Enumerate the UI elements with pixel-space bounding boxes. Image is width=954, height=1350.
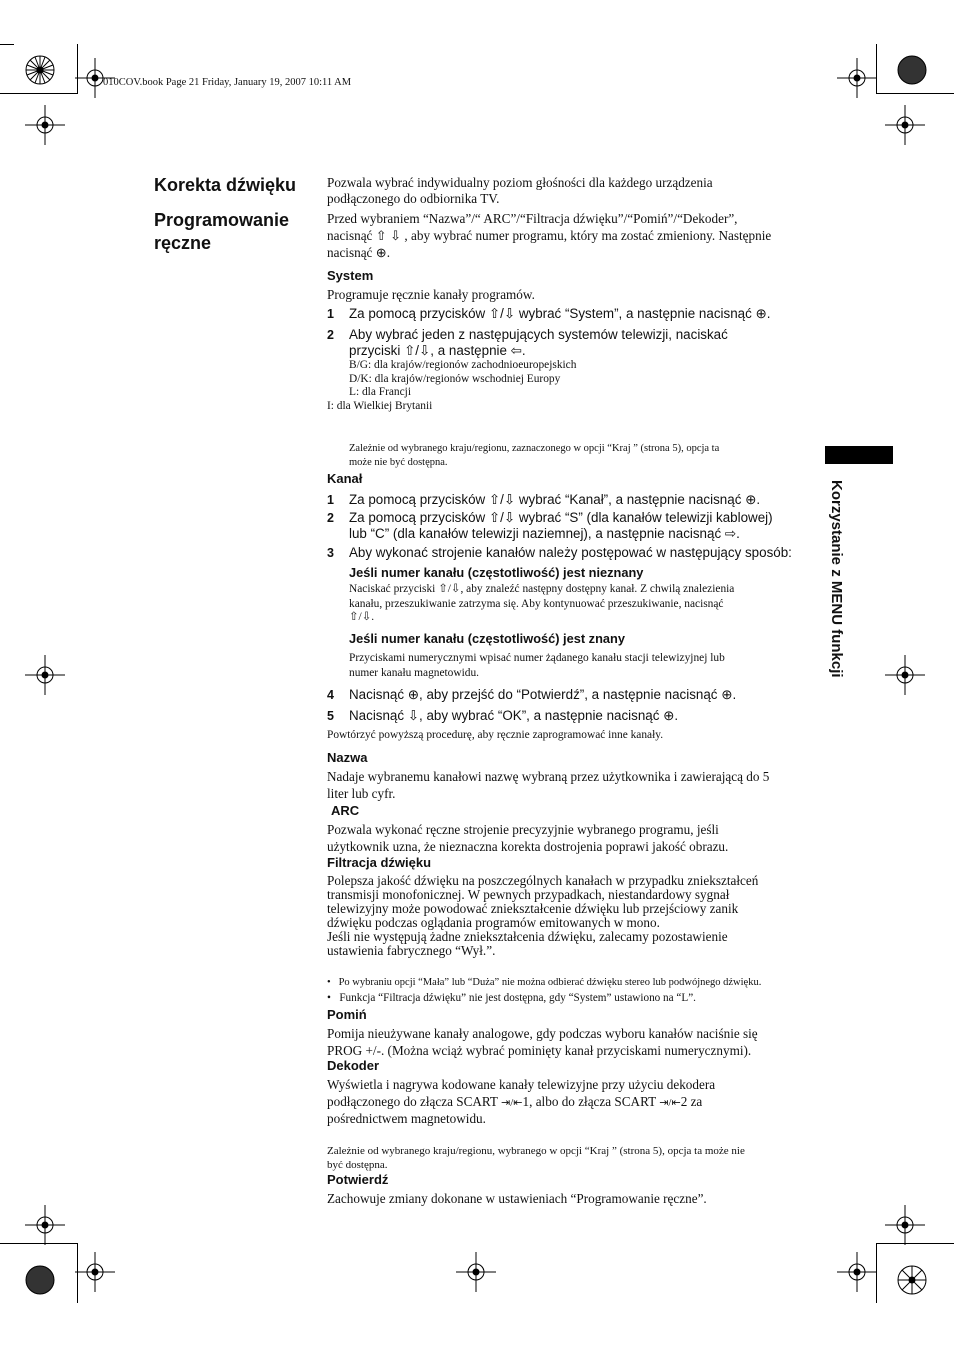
heading-manual-programming-2: ręczne — [154, 233, 212, 253]
system-step2-line2b: , a następnie — [430, 343, 511, 358]
name-line-1: Nadaje wybranemu kanałowi nazwę wybraną przez użytkownika i zawierającą do 5 — [327, 769, 770, 784]
arrow-down-outline-icon: ⇩ — [361, 611, 372, 623]
filter-line-6: ustawienia fabrycznego “Wył.”. — [327, 943, 496, 958]
decoder-note-1: Zależnie od wybranego kraju/regionu, wybranego w opcji “Kraj ” (strona 5), opcja ta może nie — [327, 1145, 745, 1157]
channel-unknown-3: ⇧/⇩. — [349, 611, 375, 623]
channel-unknown-3-text: . — [371, 611, 375, 623]
filter-line-1: Polepsza jakość dźwięku na poszczególnych kanałach w przypadku zniekształceń — [327, 873, 759, 888]
channel-step4b: , aby przejść do “Potwierdź”, a następnie nacisnąć — [419, 687, 722, 702]
arrow-up-outline-icon: ⇧ — [488, 306, 501, 321]
channel-step3-num: 3 — [327, 546, 334, 560]
system-desc: Programuje ręcznie kanały programów. — [327, 287, 535, 302]
filter-bullet-2: • Funkcja “Filtracja dźwięku” nie jest dostępna, gdy “System” ustawiono na “L”. — [327, 992, 696, 1004]
arrow-down-outline-icon: ⇩ — [407, 708, 420, 723]
filter-title: Filtracja dźwięku — [327, 855, 432, 870]
system-step2-num: 2 — [327, 328, 334, 342]
channel-known-2: numer kanału magnetowidu. — [349, 667, 480, 679]
scart-connector-icon: ⇥/⇤ — [501, 1097, 523, 1109]
channel-step5: Nacisnąć ⇩, aby wybrać “OK”, a następnie nacisnąć ⊕. — [349, 708, 679, 723]
decoder-line-2b: 1, albo do złącza SCART — [522, 1094, 660, 1109]
sound-line-1: Pozwala wybrać indywidualny poziom głośności dla każdego urządzenia — [327, 175, 713, 190]
system-option-i: I: dla Wielkiej Brytanii — [327, 400, 433, 412]
file-info-header: 010COV.book Page 21 Friday, January 19, 2007 10:11 AM — [103, 77, 352, 88]
channel-title: Kanał — [327, 471, 363, 486]
heading-sound-correction: Korekta dźwięku — [154, 175, 297, 195]
decoder-line-1: Wyświetla i nagrywa kodowane kanały telewizyjne przy użyciu dekodera — [327, 1077, 716, 1092]
decoder-note-2: być dostępna. — [327, 1159, 388, 1171]
channel-step2-line2-text: lub “C” (dla kanałów telewizji naziemnej), a następnie nacisnąć — [349, 526, 725, 541]
skip-title: Pomiń — [327, 1007, 367, 1022]
side-tab-label: Korzystanie z MENU funkcji — [828, 480, 845, 678]
arrow-down-outline-icon: ⇩ — [419, 343, 431, 358]
manual-intro-2 — [327, 228, 771, 245]
decoder-line-2a: podłączonego do złącza SCART — [327, 1094, 502, 1109]
sound-line-2: podłączonego do odbiornika TV. — [327, 191, 500, 206]
name-title: Nazwa — [327, 750, 368, 765]
channel-step2-line1a: Za pomocą przycisków — [349, 510, 489, 525]
heading-manual-programming-1: Programowanie — [154, 210, 290, 230]
channel-step5a: Nacisnąć — [349, 708, 408, 723]
filter-line-5: Jeśli nie występują żadne zniekształcenia dźwięku, zalecamy pozostawienie — [327, 929, 728, 944]
decoder-line-3: pośrednictwem magnetowidu. — [327, 1111, 486, 1126]
skip-line-2: PROG +/-. (Można wciąż wybrać pominięty kanał przyciskami numerycznymi). — [327, 1043, 752, 1058]
decoder-line-2c: 2 za — [680, 1094, 703, 1109]
system-step2-line2a: przyciski — [349, 343, 405, 358]
decoder-line-2 — [327, 1094, 702, 1112]
scart-connector-icon: ⇥/⇤ — [659, 1097, 681, 1109]
manual-intro-3: nacisnąć ⊕. — [327, 245, 391, 260]
manual-intro-1: Przed wybraniem “Nazwa”/“ ARC”/“Filtracja dźwięku”/“Pomiń”/“Dekoder”, — [327, 211, 738, 226]
system-step1-num: 1 — [327, 307, 334, 321]
arrow-down-outline-icon: ⇩ — [450, 583, 461, 595]
system-note-1: Zależnie od wybranego kraju/regionu, zaznaczonego w opcji “Kraj ” (strona 5), opcja ta — [349, 443, 720, 454]
arrow-down-outline-icon: ⇩ — [390, 228, 402, 243]
circled-plus-icon: ⊕ — [663, 708, 675, 723]
system-option-l: L: dla Francji — [349, 386, 411, 398]
channel-unknown-1a: Naciskać przyciski — [349, 583, 439, 595]
arrow-up-outline-icon: ⇧ — [404, 343, 416, 358]
arrow-down-outline-icon: ⇩ — [503, 492, 516, 507]
system-note-2: może nie być dostępna. — [349, 457, 448, 468]
channel-step5-num: 5 — [327, 709, 334, 723]
system-step1: Za pomocą przycisków ⇧/⇩ wybrać “System”, a następnie nacisnąć ⊕. — [349, 306, 771, 321]
arrow-up-outline-icon: ⇧ — [349, 611, 359, 623]
decoder-title: Dekoder — [327, 1058, 380, 1073]
arrow-down-outline-icon: ⇩ — [503, 306, 516, 321]
arrow-left-outline-icon: ⇦ — [510, 343, 522, 358]
arc-line-1: Pozwala wykonać ręczne strojenie precyzyjnie wybranego programu, jeśli — [327, 822, 719, 837]
channel-step1-num: 1 — [327, 493, 334, 507]
manual-intro-2b: , aby wybrać numer programu, który ma zostać zmieniony. Następnie — [401, 228, 772, 243]
channel-known-title: Jeśli numer kanału (częstotliwość) jest znany — [349, 631, 625, 646]
arc-line-2: użytkownik uzna, że nieznaczna korekta dostrojenia poprawi jakość obrazu. — [327, 839, 729, 854]
filter-line-4: dźwięku podczas oglądania programów emitowanych w mono. — [327, 915, 660, 930]
channel-unknown-1: Naciskać przyciski ⇧/⇩, aby znaleźć następny dostępny kanał. Z chwilą znalezienia — [349, 583, 735, 595]
channel-step1b: wybrać “Kanał”, a następnie nacisnąć — [515, 492, 746, 507]
filter-bullet-1: • Po wybraniu opcji “Mała” lub “Duża” nie można odbierać dźwięku stereo lub podwójnego dźwięku. — [327, 977, 762, 988]
arrow-up-outline-icon: ⇧ — [488, 510, 501, 525]
channel-step2-num: 2 — [327, 511, 334, 525]
filter-line-3: telewizyjny może powodować zniekształcenie dźwięku lub przejściowy zanik — [327, 901, 739, 916]
channel-step4-num: 4 — [327, 688, 334, 702]
channel-repeat: Powtórzyć powyższą procedurę, aby ręcznie zaprogramować inne kanały. — [327, 729, 664, 741]
channel-unknown-2: kanału, przeszukiwanie zatrzyma się. Aby kontynuować przeszukiwanie, nacisnąć — [349, 598, 724, 610]
confirm-line-1: Zachowuje zmiany dokonane w ustawieniach “Programowanie ręczne”. — [327, 1191, 707, 1206]
arc-title: ARC — [331, 803, 360, 818]
system-step1b: wybrać “System”, a następnie nacisnąć — [515, 306, 756, 321]
channel-step2-line2: lub “C” (dla kanałów telewizji naziemnej), a następnie nacisnąć ⇨. — [349, 526, 740, 541]
channel-unknown-title: Jeśli numer kanału (częstotliwość) jest nieznany — [349, 565, 644, 580]
channel-step1a: Za pomocą przycisków — [349, 492, 489, 507]
channel-step4a: Nacisnąć — [349, 687, 408, 702]
channel-known-1: Przyciskami numerycznymi wpisać numer żądanego kanału stacji telewizyjnej lub — [349, 652, 725, 664]
channel-step4: Nacisnąć ⊕, aby przejść do “Potwierdź”, a następnie nacisnąć ⊕. — [349, 687, 737, 702]
filter-bullet-1-text: Po wybraniu opcji “Mała” lub “Duża” nie można odbierać dźwięku stereo lub podwójnego dźwięku. — [338, 977, 762, 988]
name-line-2: liter lub cyfr. — [327, 786, 396, 801]
side-tab-marker — [825, 446, 893, 464]
system-option-dk: D/K: dla krajów/regionów wschodniej Europy — [349, 373, 561, 385]
system-option-bg: B/G: dla krajów/regionów zachodnioeuropejskich — [349, 359, 577, 371]
circled-plus-icon: ⊕ — [721, 687, 733, 702]
channel-step2-line1b: wybrać “S” (dla kanałów telewizji kablowej) — [515, 510, 773, 525]
manual-intro-2a: nacisnąć — [327, 228, 376, 243]
side-tab — [827, 480, 847, 730]
arrow-up-outline-icon: ⇧ — [375, 228, 387, 243]
channel-step3: Aby wykonać strojenie kanałów należy postępować w następujący sposób: — [349, 545, 792, 560]
system-step1a: Za pomocą przycisków — [349, 306, 489, 321]
circled-plus-icon: ⊕ — [375, 245, 387, 260]
system-step2-line1: Aby wybrać jeden z następujących systemów telewizji, naciskać — [349, 327, 728, 342]
arrow-right-outline-icon: ⇨ — [724, 526, 737, 541]
skip-line-1: Pomija nieużywane kanały analogowe, gdy podczas wyboru kanałów naciśnie się — [327, 1026, 758, 1041]
channel-unknown-1b: , aby znaleźć następny dostępny kanał. Z chwilą znalezienia — [460, 583, 735, 595]
arrow-up-outline-icon: ⇧ — [488, 492, 501, 507]
filter-bullet-2-text: Funkcja “Filtracja dźwięku” nie jest dostępna, gdy “System” ustawiono na “L”. — [339, 992, 696, 1004]
manual-intro-3-text: nacisnąć — [327, 245, 376, 260]
arrow-down-outline-icon: ⇩ — [503, 510, 516, 525]
system-step2-line2: przyciski ⇧/⇩, a następnie ⇦. — [349, 343, 526, 358]
circled-plus-icon: ⊕ — [745, 492, 757, 507]
channel-step2-line1: Za pomocą przycisków ⇧/⇩ wybrać “S” (dla kanałów telewizji kablowej) — [349, 510, 773, 525]
system-title: System — [327, 268, 374, 283]
circled-plus-icon: ⊕ — [407, 687, 420, 702]
circled-plus-icon: ⊕ — [755, 306, 767, 321]
filter-line-2: transmisji monofonicznej. W pewnych przypadkach, niestandardowy sygnał — [327, 887, 730, 902]
confirm-title: Potwierdź — [327, 1172, 389, 1187]
channel-step5b: , aby wybrać “OK”, a następnie nacisnąć — [419, 708, 664, 723]
arrow-up-outline-icon: ⇧ — [438, 583, 448, 595]
channel-step1: Za pomocą przycisków ⇧/⇩ wybrać “Kanał”, a następnie nacisnąć ⊕. — [349, 492, 761, 507]
